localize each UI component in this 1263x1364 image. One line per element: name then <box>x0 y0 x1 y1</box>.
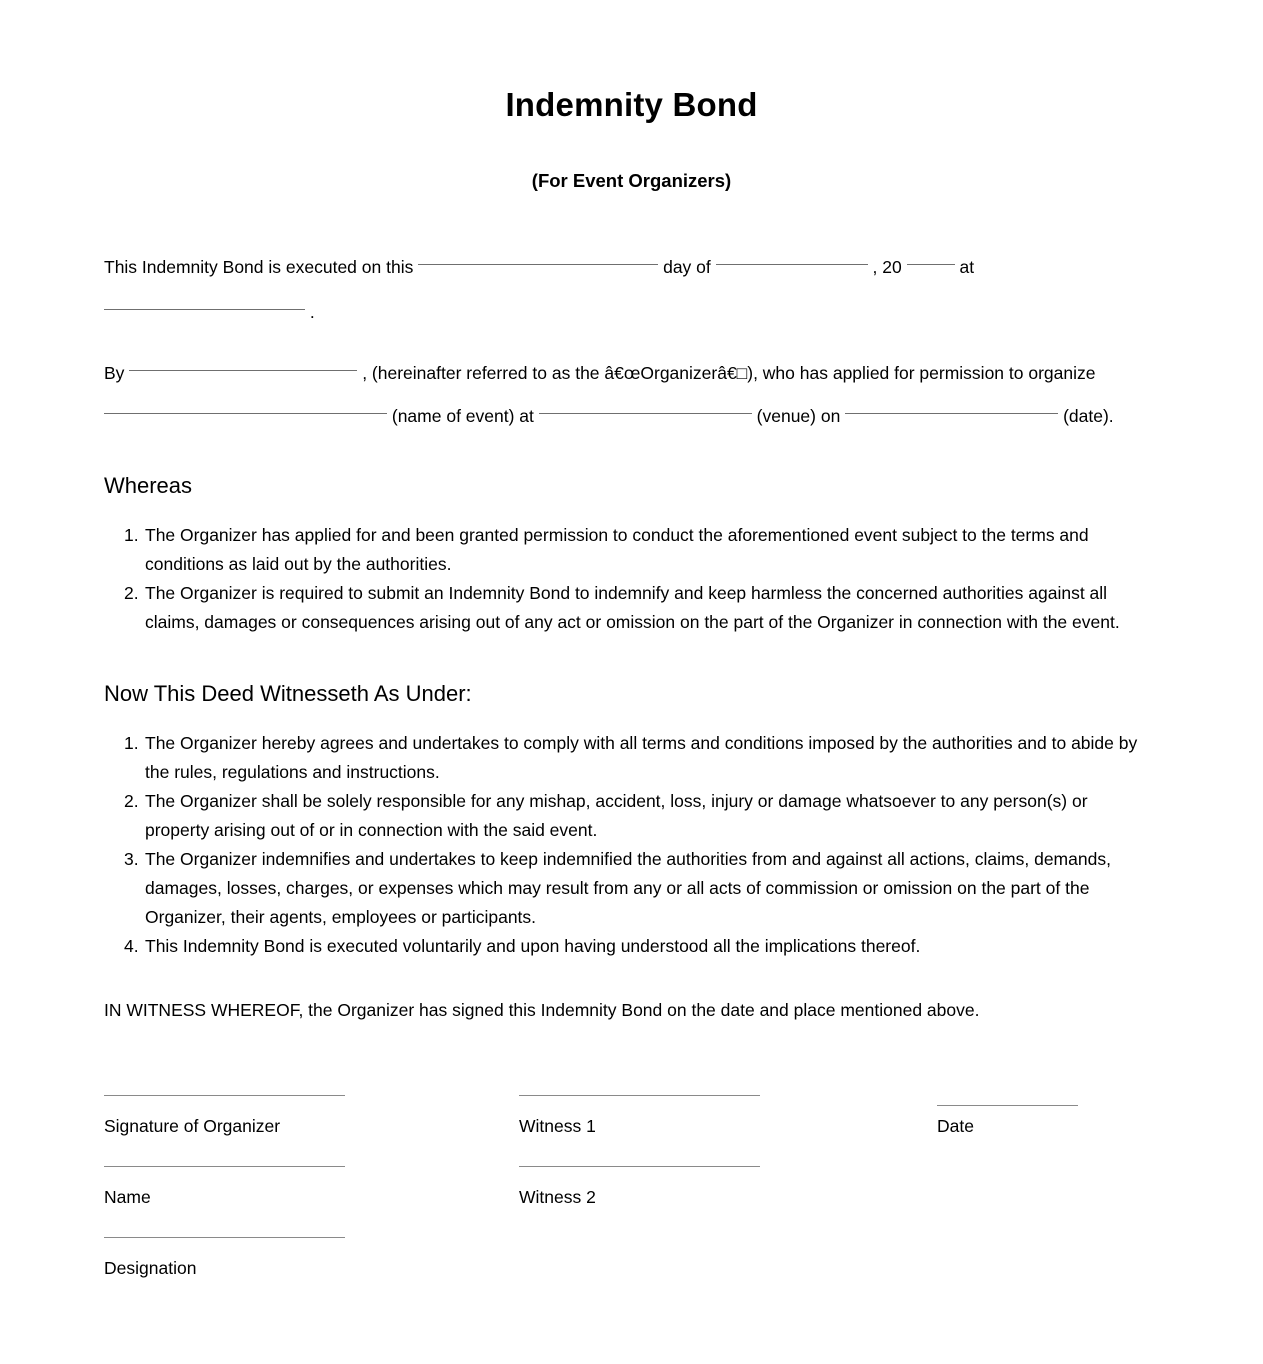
witness-1-label: Witness 1 <box>519 1116 596 1136</box>
name-label: Name <box>104 1187 151 1207</box>
list-item-text: The Organizer indemnifies and undertakes to keep indemnified the authorities from and against all actions, claims, demands, damages, losses, charges, or expenses which may result from any or all acts of commission or omission on the part of the Organizer, their agents, employees or participants. <box>145 849 1111 927</box>
event-date-blank[interactable] <box>845 413 1058 414</box>
date-line[interactable] <box>937 1105 1078 1106</box>
list-marker: 3. <box>124 849 139 869</box>
signature-of-organizer-label: Signature of Organizer <box>104 1116 281 1136</box>
list-item-text: This Indemnity Bond is executed voluntarily and upon having understood all the implications thereof. <box>145 936 921 956</box>
execution-text-3: , 20 <box>872 257 902 277</box>
deed-heading: Now This Deed Witnesseth As Under: <box>104 681 472 706</box>
event-name-blank[interactable] <box>104 413 387 414</box>
list-marker: 4. <box>124 936 139 956</box>
witness-statement: IN WITNESS WHEREOF, the Organizer has signed this Indemnity Bond on the date and place mentioned above. <box>104 1000 980 1020</box>
list-marker: 1. <box>124 733 139 753</box>
page-subtitle: (For Event Organizers) <box>531 170 732 191</box>
deed-list <box>104 729 1154 961</box>
execution-year-blank[interactable] <box>907 264 955 265</box>
designation-label: Designation <box>104 1258 197 1278</box>
list-item <box>104 729 1154 787</box>
by-clause-text: , (hereinafter referred to as the â€œOrganizerâ€□), who has applied for permission to organize <box>362 363 1096 383</box>
list-item-text: The Organizer is required to submit an Indemnity Bond to indemnify and keep harmless the concerned authorities against all claims, damages or consequences arising out of any act or omission on the part of the Organizer in connection with the event. <box>145 583 1120 632</box>
by-clause-line-2 <box>104 402 1114 431</box>
venue-label: (venue) on <box>756 406 841 426</box>
by-clause-line-1 <box>104 359 1096 388</box>
execution-text-4: at <box>959 257 975 277</box>
list-item-text: The Organizer has applied for and been granted permission to conduct the aforementioned event subject to the terms and conditions as laid out by the authorities. <box>145 525 1089 574</box>
list-item <box>104 845 1154 932</box>
list-marker: 2. <box>124 583 139 603</box>
name-line[interactable] <box>104 1166 345 1167</box>
execution-text-1: This Indemnity Bond is executed on this <box>104 257 414 277</box>
event-name-label: (name of event) at <box>391 406 534 426</box>
whereas-list <box>104 521 1154 637</box>
witness-2-line[interactable] <box>519 1166 760 1167</box>
execution-day-blank[interactable] <box>418 264 658 265</box>
page-title: Indemnity Bond <box>505 86 758 123</box>
execution-place-blank[interactable] <box>104 309 305 310</box>
venue-blank[interactable] <box>539 413 752 414</box>
execution-period: . <box>309 302 315 322</box>
witness-1-line[interactable] <box>519 1095 760 1096</box>
by-prefix: By <box>104 363 125 383</box>
list-marker: 2. <box>124 791 139 811</box>
execution-line-1 <box>104 253 974 282</box>
witness-2-label: Witness 2 <box>519 1187 596 1207</box>
event-date-label: (date). <box>1063 406 1114 426</box>
signature-of-organizer-line[interactable] <box>104 1095 345 1096</box>
execution-text-2: day of <box>663 257 711 277</box>
execution-month-blank[interactable] <box>716 264 868 265</box>
list-item <box>104 579 1154 637</box>
designation-line[interactable] <box>104 1237 345 1238</box>
execution-line-2 <box>104 298 315 327</box>
organizer-name-blank[interactable] <box>129 370 357 371</box>
list-item-text: The Organizer shall be solely responsible for any mishap, accident, loss, injury or damage whatsoever to any person(s) or property arising out of or in connection with the said event. <box>145 791 1088 840</box>
list-item <box>104 787 1154 845</box>
list-item-text: The Organizer hereby agrees and undertakes to comply with all terms and conditions imposed by the authorities and to abide by the rules, regulations and instructions. <box>145 733 1138 782</box>
date-label: Date <box>937 1116 974 1136</box>
list-item <box>104 521 1154 579</box>
whereas-heading: Whereas <box>104 473 193 498</box>
list-item <box>104 932 1154 961</box>
list-marker: 1. <box>124 525 139 545</box>
